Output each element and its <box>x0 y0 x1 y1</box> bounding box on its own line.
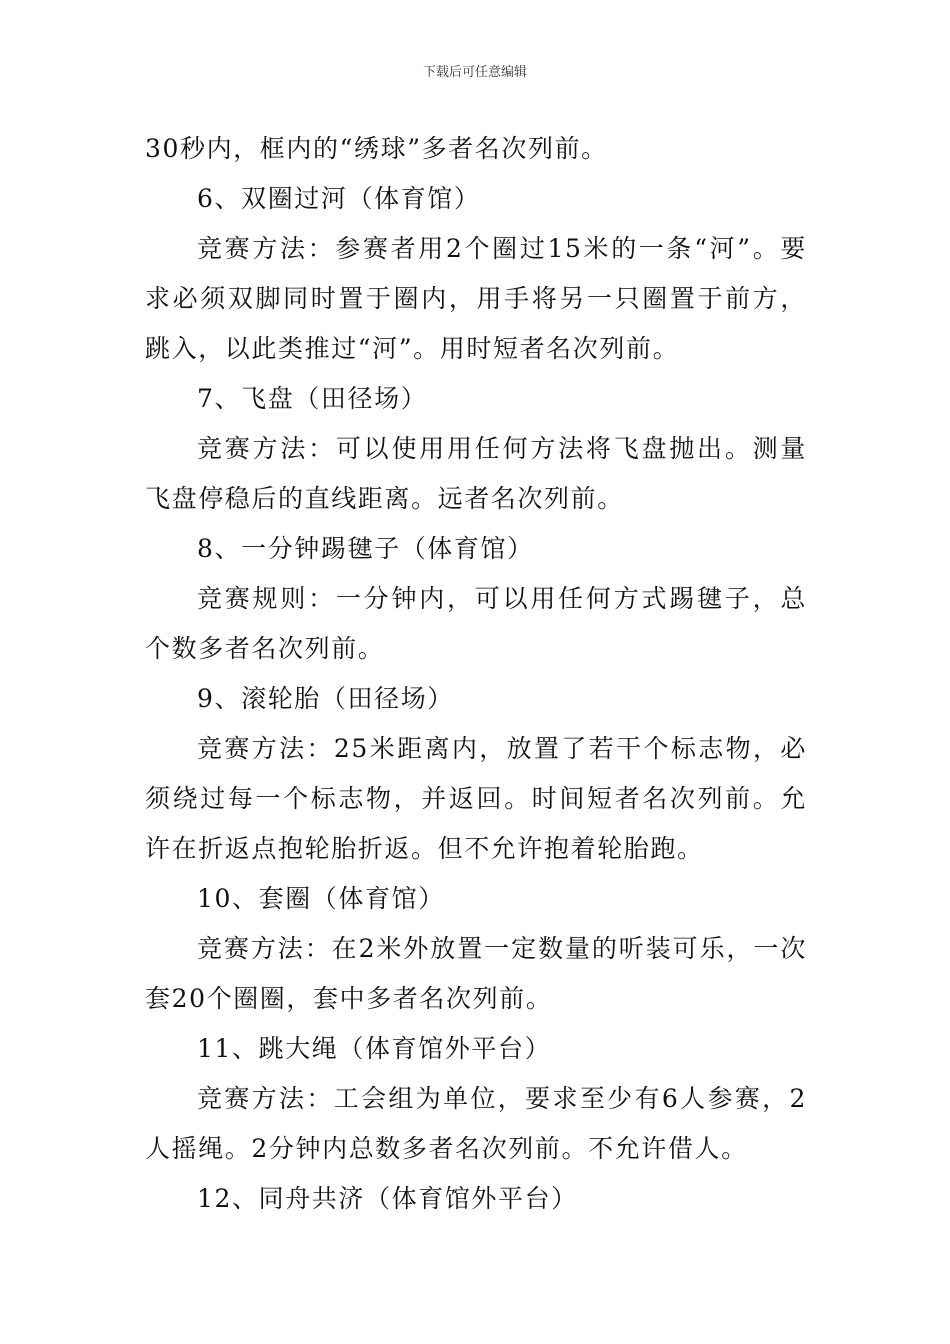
event-rules-9: 竞赛方法：25米距离内，放置了若干个标志物，必须绕过每一个标志物，并返回。时间短者名次列前。允许在折返点抱轮胎折返。但不允许抱着轮胎跑。 <box>145 734 807 863</box>
event-heading-9: 9、滚轮胎（田径场） <box>197 684 454 713</box>
event-rules-11: 竞赛方法：工会组为单位，要求至少有6人参赛，2人摇绳。2分钟内总数多者名次列前。不允许借人。 <box>145 1084 807 1163</box>
event-rules-6: 竞赛方法：参赛者用2个圈过15米的一条“河”。要求必须双脚同时置于圈内，用手将另一只圈置于前方，跳入，以此类推过“河”。用时短者名次列前。 <box>145 234 807 363</box>
event-heading-12: 12、同舟共济（体育馆外平台） <box>197 1184 578 1213</box>
event-heading-7: 7、飞盘（田径场） <box>197 384 428 413</box>
event-rules-8: 竞赛规则：一分钟内，可以用任何方式踢毽子，总个数多者名次列前。 <box>145 584 807 663</box>
event-heading-8: 8、一分钟踢毽子（体育馆） <box>197 534 534 563</box>
event-rules-10: 竞赛方法：在2米外放置一定数量的听装可乐，一次套20个圈圈，套中多者名次列前。 <box>145 934 807 1013</box>
event-heading-10: 10、套圈（体育馆） <box>197 884 445 913</box>
document-body <box>145 124 807 1224</box>
paragraph-continuation: 30秒内，框内的“绣球”多者名次列前。 <box>145 134 608 163</box>
event-heading-6: 6、双圈过河（体育馆） <box>197 184 481 213</box>
event-heading-11: 11、跳大绳（体育馆外平台） <box>197 1034 552 1063</box>
event-rules-7: 竞赛方法：可以使用用任何方法将飞盘抛出。测量飞盘停稳后的直线距离。远者名次列前。 <box>145 434 807 513</box>
page-header: 下载后可任意编辑 <box>422 65 527 80</box>
